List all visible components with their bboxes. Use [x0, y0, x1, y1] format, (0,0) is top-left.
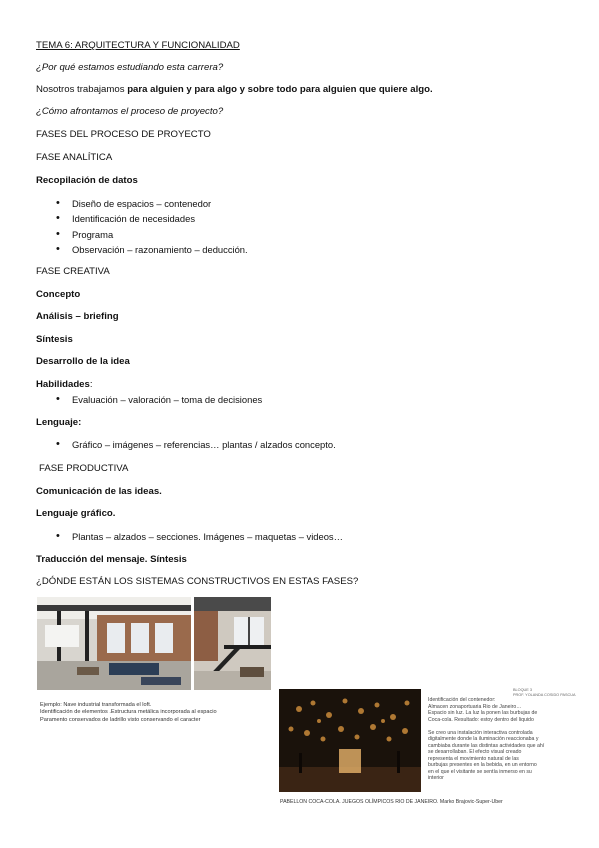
habilidades-list: [56, 394, 262, 409]
pavilion-description: [428, 697, 544, 782]
pavilion-illustration: [279, 689, 421, 792]
analisis-heading: Análisis – briefing: [36, 311, 119, 322]
caption-line: Ejemplo: Nave industrial transformada el loft.: [40, 702, 152, 708]
desc-line: Coca-cola. Resultado: estoy dentro del liquido: [428, 716, 534, 723]
phase-creativa-heading: FASE CREATIVA: [36, 266, 110, 277]
grafico-list: [56, 531, 343, 546]
comunicacion-heading: Comunicación de las ideas.: [36, 486, 162, 497]
document-title: TEMA 6: ARQUITECTURA Y FUNCIONALIDAD: [36, 40, 240, 51]
caption-line: Identificación de elementos .Estructura metálica incorporada al espacio: [40, 709, 217, 716]
desc-line: digitalmente donde la iluminación reaccionaba y: [428, 736, 539, 742]
sintesis-heading: Síntesis: [36, 334, 73, 345]
list-item: • Plantas – alzados – secciones. Imágenes – maquetas – videos…: [56, 531, 343, 546]
habilidades-heading: [36, 379, 93, 391]
list-item: • Identificación de necesidades: [56, 213, 248, 228]
lenguaje-heading: Lenguaje:: [36, 417, 82, 428]
list-item: • Programa: [56, 229, 248, 244]
coca-cola-pavilion-photo: [279, 689, 421, 792]
donde-question: ¿DÓNDE ESTÁN LOS SISTEMAS CONSTRUCTIVOS EN ESTAS FASES?: [36, 576, 359, 587]
habilidades-label: Habilidades: [36, 379, 90, 390]
habilidades-colon: :: [89, 379, 93, 390]
desc-line: cambiaba durante las distintas actividades que ahí: [428, 742, 545, 749]
caption-line: Paramento conservados de ladrillo visto conservando el caracter: [40, 716, 201, 723]
answer-bold: para alguien y para algo y sobre todo para alguien que quiere algo.: [127, 84, 433, 95]
author-tag: [513, 688, 576, 697]
list-item: • Diseño de espacios – contenedor: [56, 198, 248, 213]
answer-normal: Nosotros trabajamos: [36, 84, 128, 95]
lenguaje-list: [56, 439, 336, 454]
recopilacion-heading: Recopilación de datos: [36, 175, 138, 186]
desc-line: representa el movimiento natural de las: [428, 755, 519, 762]
loft-staircase-illustration: [194, 597, 271, 690]
loft-caption: [40, 702, 217, 724]
desc-line: Identificación del contenedor:: [428, 697, 496, 703]
desarrollo-heading: Desarrollo de la idea: [36, 356, 130, 367]
answer-paragraph: [36, 84, 433, 96]
traduccion-heading: Traducción del mensaje. Síntesis: [36, 554, 187, 565]
desc-line: Espacio sin luz. La luz la ponen las burbujas de: [428, 710, 538, 716]
question-project-process: ¿Cómo afrontamos el proceso de proyecto?: [36, 106, 224, 117]
pavilion-caption: PABELLON COCA-COLA. JUEGOS OLÍMPICOS RIO DE JANEIRO. Marko Brajovic-Super-Uber: [280, 799, 503, 805]
list-item: • Evaluación – valoración – toma de decisiones: [56, 394, 262, 409]
phase-analitica-heading: FASE ANALÍTICA: [36, 152, 113, 163]
loft-interior-illustration: [37, 597, 191, 690]
phases-heading: FASES DEL PROCESO DE PROYECTO: [36, 129, 211, 140]
analitica-list: [56, 198, 248, 259]
loft-staircase-photo: [194, 597, 271, 690]
list-item: • Observación – razonamiento – deducción.: [56, 244, 248, 259]
desc-line: Se creo una instalación interactiva controlada: [428, 729, 533, 736]
lenguaje-grafico-heading: Lenguaje gráfico.: [36, 508, 116, 519]
tiny-line: PROF. YOLANDA COSIDO PASCUA: [513, 692, 576, 697]
desc-line: se desarrollaban. El efecto visual creado: [428, 749, 522, 755]
question-why-career: ¿Por qué estamos estudiando esta carrera?: [36, 62, 224, 73]
concepto-heading: Concepto: [36, 289, 81, 300]
phase-productiva-heading: FASE PRODUCTIVA: [39, 463, 129, 474]
list-item: • Gráfico – imágenes – referencias… plantas / alzados concepto.: [56, 439, 336, 454]
desc-line: interior: [428, 775, 444, 781]
desc-line: en el que el visitante se sentía inmerso en su: [428, 768, 532, 775]
desc-line: burbujas presentes en la bebida, en un entorno: [428, 762, 537, 768]
tiny-line: BLOQUE 3: [513, 688, 532, 692]
desc-line: Almacen zonaportuaria Rio de Janeiro…: [428, 703, 522, 710]
loft-interior-photo: [37, 597, 191, 690]
